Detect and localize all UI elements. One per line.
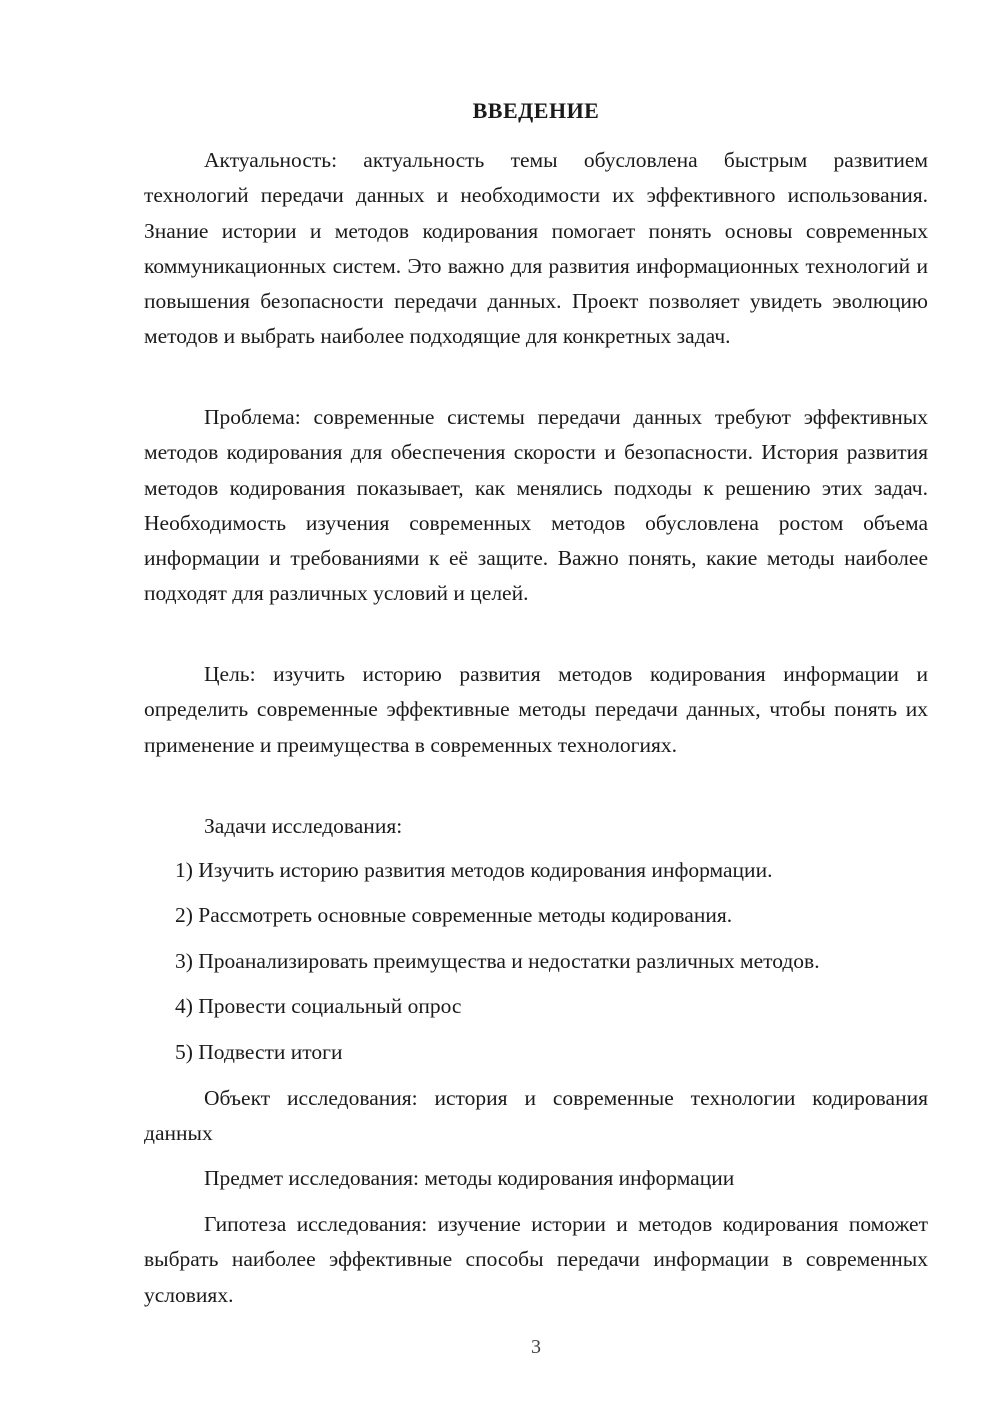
paragraph-relevance: Актуальность: актуальность темы обусловлена быстрым развитием технологий передачи данных и необходимости их эффективного использования. Знание истории и методов кодирования помогает понять основы современных коммуникационных систем. Это важно для развития информационных технологий и повышения безопасности передачи данных. Проект позволяет увидеть эволюцию методов и выбрать наиболее подходящие для конкретных задач. (144, 148, 928, 349)
list-item-task-1: 1) Изучить историю развития методов кодирования информации. (175, 858, 773, 882)
list-item-task-2: 2) Рассмотреть основные современные методы кодирования. (175, 903, 733, 927)
paragraph-problem: Проблема: современные системы передачи данных требуют эффективных методов кодирования для обеспечения скорости и безопасности. История развития методов кодирования показывает, как менялись подходы к решению этих задач. Необходимость изучения современных методов обусловлена ростом объема информации и требованиями к её защите. Важно понять, какие методы наиболее подходят для различных условий и целей. (144, 405, 928, 606)
page-number: 3 (531, 1336, 541, 1358)
list-item-task-3: 3) Проанализировать преимущества и недостатки различных методов. (175, 949, 820, 973)
paragraph-goal: Цель: изучить историю развития методов кодирования информации и определить современные эффективные методы передачи данных, чтобы понять их применение и преимущества в современных технологиях. (144, 662, 928, 757)
list-item-task-4: 4) Провести социальный опрос (175, 994, 462, 1018)
page-title: ВВЕДЕНИЕ (472, 98, 600, 123)
document-page (144, 0, 928, 1414)
paragraph-tasks-heading: Задачи исследования: (204, 814, 403, 838)
paragraph-subject: Предмет исследования: методы кодирования информации (204, 1166, 735, 1190)
paragraph-hypothesis: Гипотеза исследования: изучение истории и методов кодирования поможет выбрать наиболее эффективные способы передачи информации в современных условиях. (144, 1212, 928, 1307)
paragraph-object: Объект исследования: история и современные технологии кодирования данных (144, 1086, 928, 1146)
list-item-task-5: 5) Подвести итоги (175, 1040, 343, 1064)
